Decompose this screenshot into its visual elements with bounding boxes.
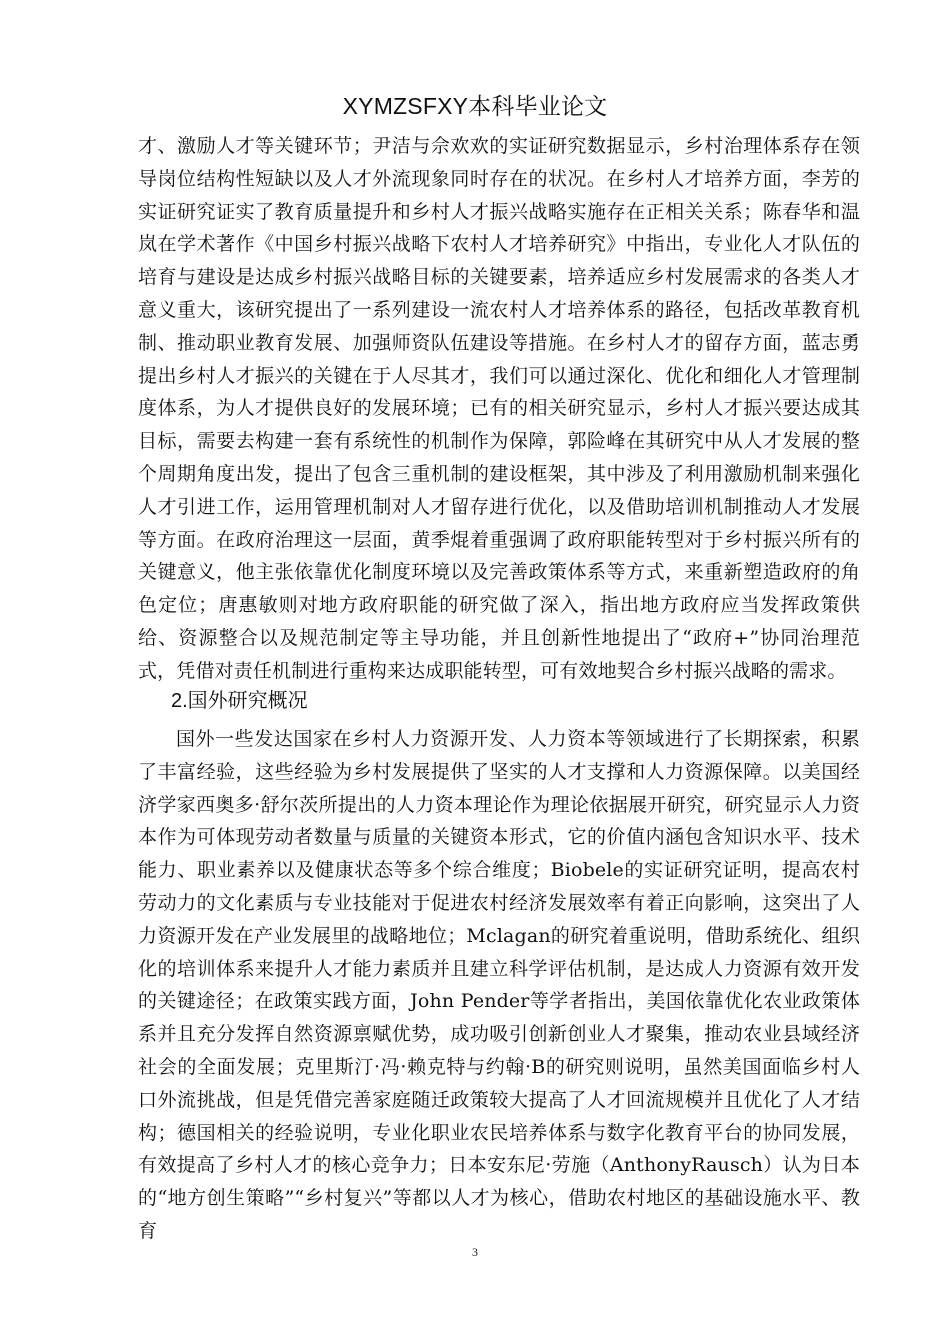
body-paragraph-2: 国外一些发达国家在乡村人力资源开发、人力资本等领域进行了长期探索，积累了丰富经验，这些经验为乡村发展提供了坚实的人才支撑和人力资源保障。以美国经济学家西奥多·舒尔茨所提出的人力资本理论作为理论依据展开研究，研究显示人力资本作为可体现劳动者数量与质量的关键资本形式，它的价值内涵包含知识水平、技术能力、职业素养以及健康状态等多个综合维度；Biobele的实证研究证明，提高农村劳动力的文化素质与专业技能对于促进农村经济发展效率有着正向影响，这突出了人力资源开发在产业发展里的战略地位；Mclagan的研究着重说明，借助系统化、组织化的培训体系来提升人才能力素质并且建立科学评估机制，是达成人力资源有效开发的关键途径；在政策实践方面，John Pender等学者指出，美国依靠优化农业政策体系并且充分发挥自然资源禀赋优势，成功吸引创新创业人才聚集，推动农业县域经济社会的全面发展；克里斯汀·冯·赖克特与约翰·B的研究则说明，虽然美国面临乡村人口外流挑战，但是凭借完善家庭随迁政策较大提高了人才回流规模并且优化了人才结构；德国相关的经验说明，专业化职业农民培养体系与数字化教育平台的协同发展，有效提高了乡村人才的核心竞争力；日本安东尼·劳施（AnthonyRausch）认为日本的“地方创生策略”“乡村复兴”等都以人才为核心，借助农村地区的基础设施水平、教育	[138, 728, 860, 1242]
page-header-title: XYMZSFXY本科毕业论文	[342, 93, 608, 119]
page-number: 3	[472, 1245, 478, 1259]
section-heading: 2.国外研究概况	[171, 690, 308, 712]
body-paragraph-1: 才、激励人才等关键环节；尹洁与佘欢欢的实证研究数据显示，乡村治理体系存在领导岗位结构性短缺以及人才外流现象同时存在的状况。在乡村人才培养方面，李芳的实证研究证实了教育质量提升和乡村人才振兴战略实施存在正相关关系；陈春华和温岚在学术著作《中国乡村振兴战略下农村人才培养研究》中指出，专业化人才队伍的培育与建设是达成乡村振兴战略目标的关键要素，培养适应乡村发展需求的各类人才意义重大，该研究提出了一系列建设一流农村人才培养体系的路径，包括改革教育机制、推动职业教育发展、加强师资队伍建设等措施。在乡村人才的留存方面，蓝志勇提出乡村人才振兴的关键在于人尽其才，我们可以通过深化、优化和细化人才管理制度体系，为人才提供良好的发展环境；已有的相关研究显示，乡村人才振兴要达成其目标，需要去构建一套有系统性的机制作为保障，郭险峰在其研究中从人才发展的整个周期角度出发，提出了包含三重机制的建设框架，其中涉及了利用激励机制来强化人才引进工作，运用管理机制对人才留存进行优化，以及借助培训机制推动人才发展等方面。在政府治理这一层面，黄季焜着重强调了政府职能转型对于乡村振兴所有的关键意义，他主张依靠优化制度环境以及完善政策体系等方式，来重新塑造政府的角色定位；唐惠敏则对地方政府职能的研究做了深入，指出地方政府应当发挥政策供给、资源整合以及规范制定等主导功能，并且创新性地提出了“政府+”协同治理范式，凭借对责任机制进行重构来达成职能转型，可有效地契合乡村振兴战略的需求。	[138, 135, 860, 682]
